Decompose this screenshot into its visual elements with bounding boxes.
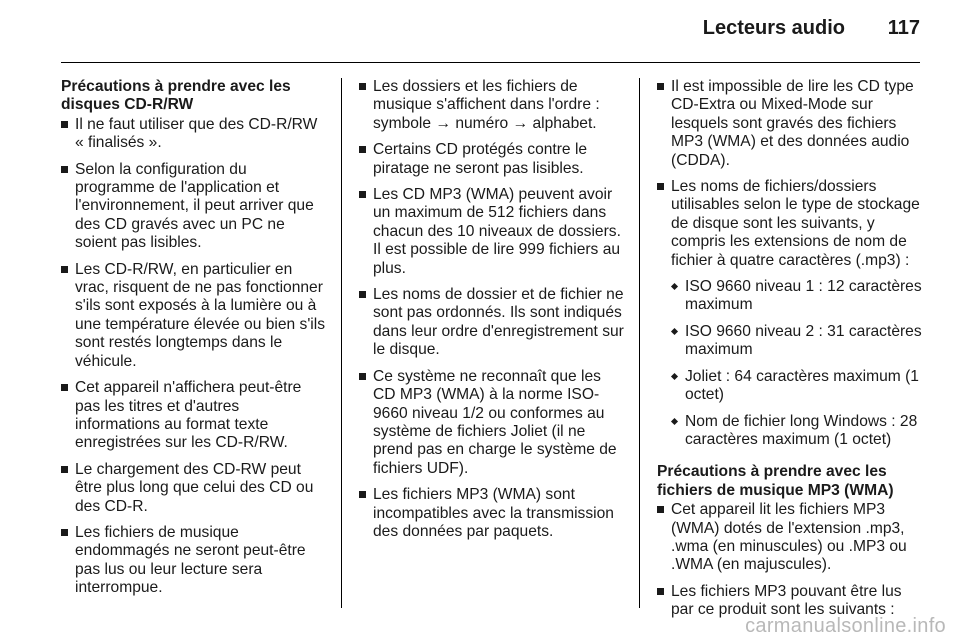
column-divider — [639, 78, 640, 608]
column-left — [61, 78, 328, 606]
list-item: Il ne faut utiliser que des CD-R/RW « finalisés ». — [61, 116, 328, 153]
bullet-list — [61, 116, 328, 598]
list-item: Le chargement des CD-RW peut être plus long que celui des CD ou des CD-R. — [61, 461, 328, 516]
list-item: Les dossiers et les fichiers de musique s'affichent dans l'ordre : symbole → numéro → alphabet. — [359, 78, 625, 133]
page-header-title: Lecteurs audio — [702, 17, 845, 39]
sub-list-item: Nom de fichier long Windows : 28 caractères maximum (1 octet) — [671, 413, 925, 450]
list-item: Selon la configuration du programme de l'application et l'environnement, il peut arriver que des CD gravés avec un PC ne soient pas lisibles. — [61, 161, 328, 253]
list-item: Les fichiers de musique endommagés ne seront peut-être pas lus ou leur lecture sera interrompue. — [61, 524, 328, 598]
list-item: Les noms de dossier et de fichier ne sont pas ordonnés. Ils sont indiqués dans leur ordre d'enregistrement sur le disque. — [359, 286, 625, 360]
list-item: Cet appareil lit les fichiers MP3 (WMA) dotés de l'extension .mp3, .wma (en minuscules) ou .MP3 ou .WMA (en majuscules). — [657, 501, 925, 575]
bullet-list — [657, 501, 925, 619]
list-item: Il est impossible de lire les CD type CD-Extra ou Mixed-Mode sur lesquels sont gravés des fichiers MP3 (WMA) et des données audio (CDDA). — [657, 78, 925, 170]
list-item — [657, 178, 925, 449]
list-item: Les fichiers MP3 pouvant être lus par ce produit sont les suivants : — [657, 583, 925, 620]
sub-list-item: ISO 9660 niveau 1 : 12 caractères maximum — [671, 278, 925, 315]
column-right — [657, 78, 925, 628]
section-heading-cd-rw: Précautions à prendre avec les disques CD-R/RW — [61, 78, 291, 114]
list-item: Les CD MP3 (WMA) peuvent avoir un maximum de 512 fichiers dans chacun des 10 niveaux de dossiers. Il est possible de lire 999 fichiers au plus. — [359, 186, 625, 278]
column-divider — [341, 78, 342, 608]
list-item: Cet appareil n'affichera peut-être pas les titres et d'autres informations au format texte enregistrées sur les CD-R/RW. — [61, 379, 328, 453]
list-item: Ce système ne reconnaît que les CD MP3 (WMA) à la norme ISO-9660 niveau 1/2 ou conformes au système de fichiers Joliet (il ne prend pas en charge le système de fichiers UDF). — [359, 368, 625, 478]
list-item: Les fichiers MP3 (WMA) sont incompatibles avec la transmission des données par paquets. — [359, 486, 625, 541]
column-middle — [359, 78, 625, 549]
section-heading-mp3-wma: Précautions à prendre avec les fichiers de musique MP3 (WMA) — [657, 463, 894, 499]
sub-bullet-list — [671, 278, 925, 449]
list-item-text: Les noms de fichiers/dossiers utilisables selon le type de stockage de disque sont les suivants, y compris les extensions de nom de fichier à quatre caractères (.mp3) : — [671, 178, 920, 269]
list-item: Certains CD protégés contre le piratage ne seront pas lisibles. — [359, 141, 625, 178]
page-number: 117 — [887, 17, 920, 39]
watermark-text: carmanualsonline.info — [745, 615, 946, 637]
bullet-list — [359, 78, 625, 541]
sub-list-item: Joliet : 64 caractères maximum (1 octet) — [671, 368, 925, 405]
list-item: Les CD-R/RW, en particulier en vrac, risquent de ne pas fonctionner s'ils sont exposés à la lumière ou à une température élevée ou bien s'ils sont restés longtemps dans le véhicule. — [61, 261, 328, 371]
sub-list-item: ISO 9660 niveau 2 : 31 caractères maximum — [671, 323, 925, 360]
bullet-list — [657, 78, 925, 449]
header-rule — [61, 62, 920, 63]
